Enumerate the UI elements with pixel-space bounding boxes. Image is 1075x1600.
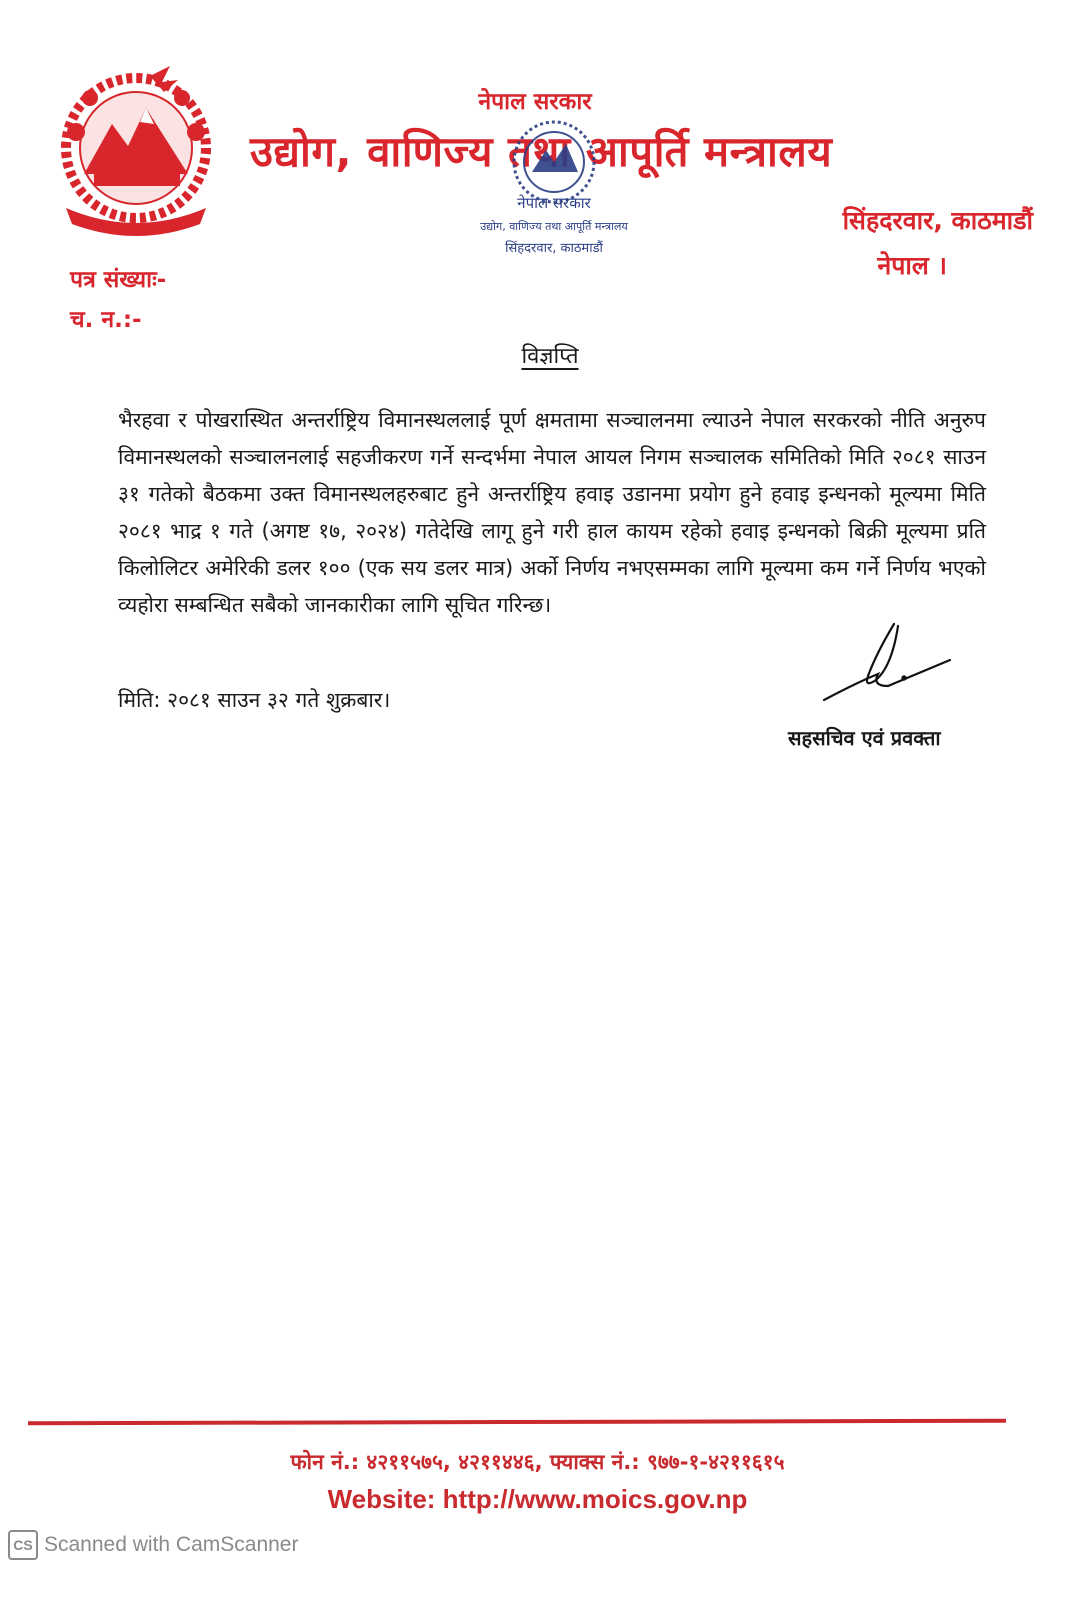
letter-number-label: पत्र संख्याः- xyxy=(70,267,167,293)
office-country: नेपाल । xyxy=(877,251,947,280)
national-emblem-icon xyxy=(50,62,222,242)
ministry-name: उद्योग, वाणिज्य तथा आपूर्ति मन्त्रालय xyxy=(250,127,833,176)
footer-contact: फोन नं.: ४२११५७५, ४२११४४६, फ्याक्स नं.: ९७७-१-४२११६१५ xyxy=(290,1450,785,1474)
camscanner-watermark xyxy=(8,1530,298,1560)
government-name: नेपाल सरकार xyxy=(478,89,592,115)
notice-body: भैरहवा र पोखरास्थित अन्तर्राष्ट्रिय विमानस्थललाई पूर्ण क्षमतामा सञ्चालनमा ल्याउने नेपाल सरकरको नीति अनुरुप विमानस्थलको सञ्चालनलाई सहजीकरण गर्ने सन्दर्भमा नेपाल आयल निगम सञ्चालक समितिको मिति २०८१ साउन ३१ गतेको बैठकमा उक्त विमानस्थलहरुबाट हुने अन्तर्राष्ट्रिय हवाइ उडानमा प्रयोग हुने हवाइ इन्धनको मूल्यमा मिति २०८१ भाद्र १ गते (अगष्ट १७, २०२४) गतेदेखि लागू हुने गरी हाल कायम रहेको हवाइ इन्धनको बिक्री मूल्यमा प्रति किलोलिटर अमेरिकी डलर १०० (एक सय डलर मात्र) अर्को निर्णय नभएसम्मका लागि मूल्यमा कम गर्ने निर्णय भएको व्यहोरा सम्बन्धित सबैको जानकारीका लागि सूचित गरिन्छ। xyxy=(118,408,986,617)
stamp-line-3: सिंहदरवार, काठमाडौं xyxy=(505,241,603,256)
office-address: सिंहदरवार, काठमाडौं xyxy=(842,206,1033,235)
signature-icon xyxy=(818,614,958,714)
notice-date: मिति: २०८१ साउन ३२ गते शुक्रबार। xyxy=(118,688,391,712)
stamp-line-2: उद्योग, वाणिज्य तथा आपूर्ति मन्त्रालय xyxy=(480,220,628,233)
dispatch-number-label: च. न.:- xyxy=(70,307,142,333)
signer-title: सहसचिव एवं प्रवक्ता xyxy=(788,726,941,750)
footer-website[interactable]: Website: http://www.moics.gov.np xyxy=(327,1484,748,1514)
camscanner-text: Scanned with CamScanner xyxy=(44,1533,299,1556)
camscanner-logo-icon: CS xyxy=(8,1530,38,1560)
stamp-line-1: नेपाल सरकार xyxy=(517,194,591,212)
office-stamp xyxy=(470,108,638,268)
notice-title: विज्ञप्ति xyxy=(521,344,579,369)
footer-divider xyxy=(28,1419,1006,1426)
